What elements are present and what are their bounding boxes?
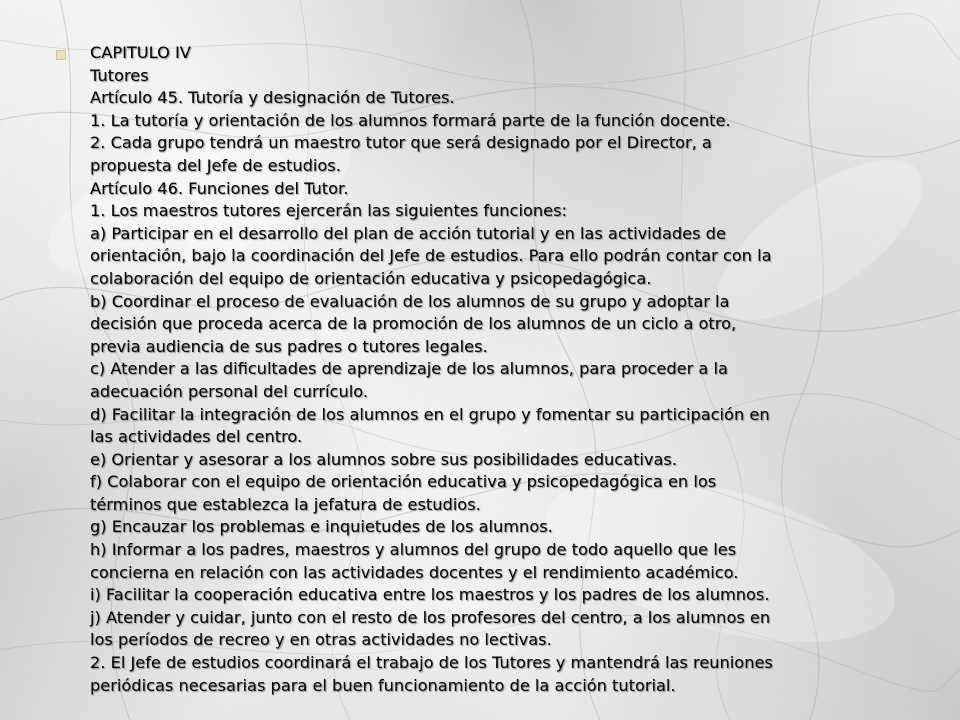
text-line: decisión que proceda acerca de la promoción de los alumnos de un ciclo a otro,	[90, 314, 737, 334]
text-line: f) Colaborar con el equipo de orientación educativa y psicopedagógica en los	[90, 472, 717, 492]
article-46-heading: Artículo 46. Funciones del Tutor.	[90, 178, 349, 198]
section-title: Tutores	[90, 65, 149, 85]
text-line: adecuación personal del currículo.	[90, 381, 368, 401]
text-line: orientación, bajo la coordinación del Jefe de estudios. Para ello podrán contar con la	[90, 246, 772, 266]
text-line: los períodos de recreo y en otras actividades no lectivas.	[90, 630, 552, 650]
text-line: e) Orientar y asesorar a los alumnos sobre sus posibilidades educativas.	[90, 449, 677, 469]
chapter-heading: CAPITULO IV	[90, 43, 191, 62]
text-line: colaboración del equipo de orientación educativa y psicopedagógica.	[90, 268, 652, 288]
text-line: j) Atender y cuidar, junto con el resto de los profesores del centro, a los alumnos en	[90, 607, 771, 627]
text-line: d) Facilitar la integración de los alumnos en el grupo y fomentar su participación en	[90, 404, 770, 424]
square-bullet-icon	[56, 50, 66, 60]
text-line: a) Participar en el desarrollo del plan de acción tutorial y en las actividades de	[90, 223, 726, 243]
text-line: 1. Los maestros tutores ejercerán las siguientes funciones:	[90, 201, 567, 221]
regulation-text	[90, 42, 773, 697]
text-line: términos que establezca la jefatura de estudios.	[90, 494, 481, 514]
text-line: propuesta del Jefe de estudios.	[90, 155, 341, 175]
text-line: concierna en relación con las actividades docentes y el rendimiento académico.	[90, 562, 739, 582]
article-45-heading: Artículo 45. Tutoría y designación de Tutores.	[90, 88, 455, 108]
text-line: 2. El Jefe de estudios coordinará el trabajo de los Tutores y mantendrá las reuniones	[90, 653, 773, 673]
slide-content	[56, 42, 916, 697]
text-line: b) Coordinar el proceso de evaluación de los alumnos de su grupo y adoptar la	[90, 291, 730, 311]
text-line: c) Atender a las dificultades de aprendizaje de los alumnos, para proceder a la	[90, 359, 728, 379]
text-line: i) Facilitar la cooperación educativa entre los maestros y los padres de los alumnos.	[90, 585, 770, 605]
bullet-item	[56, 42, 916, 697]
text-line: g) Encauzar los problemas e inquietudes de los alumnos.	[90, 517, 553, 537]
text-line: previa audiencia de sus padres o tutores legales.	[90, 336, 488, 356]
text-line: h) Informar a los padres, maestros y alumnos del grupo de todo aquello que les	[90, 540, 737, 560]
text-line: las actividades del centro.	[90, 427, 303, 447]
text-line: 2. Cada grupo tendrá un maestro tutor que será designado por el Director, a	[90, 133, 712, 153]
text-line: periódicas necesarias para el buen funcionamiento de la acción tutorial.	[90, 675, 676, 695]
text-line: 1. La tutoría y orientación de los alumnos formará parte de la función docente.	[90, 110, 731, 130]
